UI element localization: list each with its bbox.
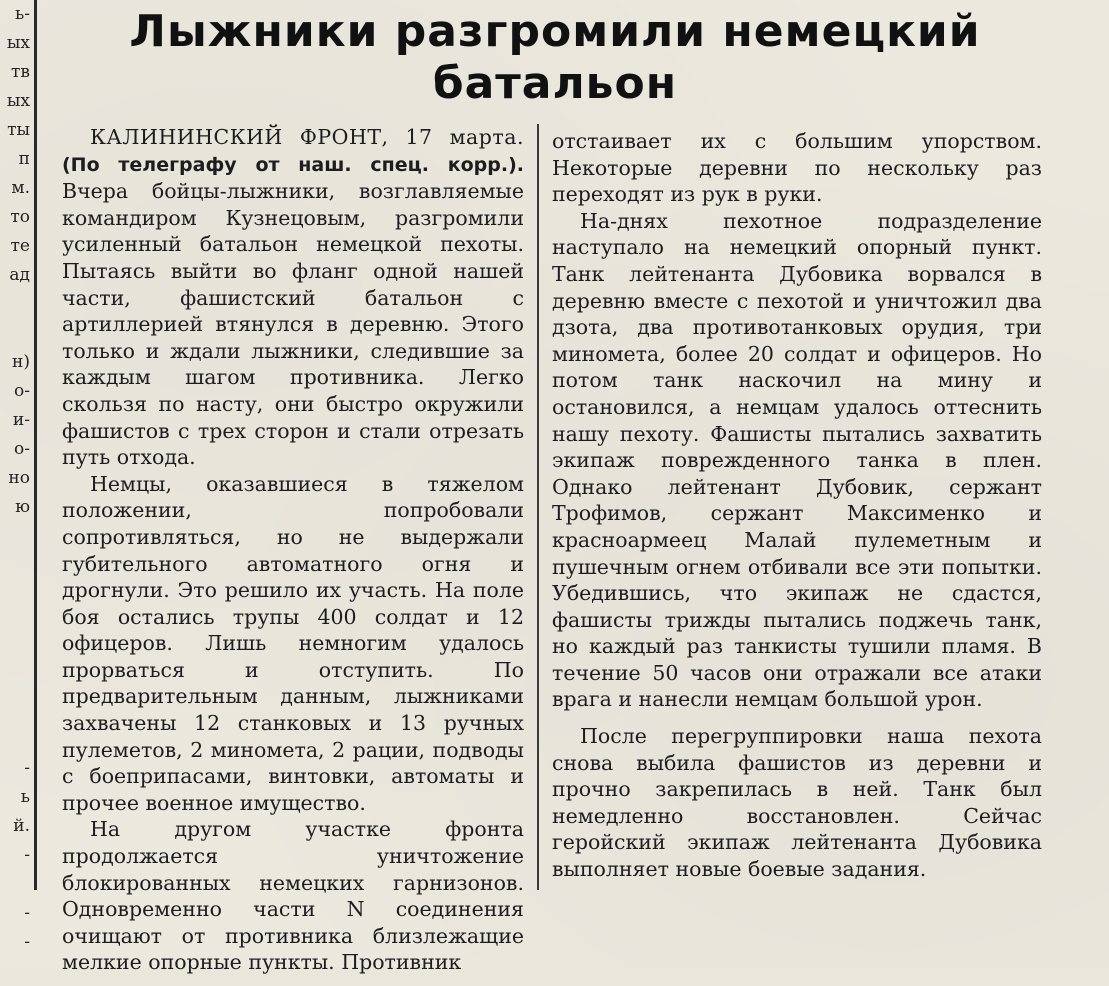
article-paragraph-2: Немцы, оказавшиеся в тяжелом положении, попробовали сопротивляться, но не выдержали губительного автоматного огня и дрогнули. Это решило их участь. На поле боя остались трупы 400 солдат и 12 офицеров. Лишь немногим удалось прорваться и отступить. По предварительным данным, лыжниками захвачены 12 станковых и 13 ручных пулеметов, 2 миномета, 2 рации, подводы с боеприпасами, винтовки, автоматы и прочее военное имущество. [62, 471, 524, 815]
fragment-line: - [24, 932, 30, 952]
fragment-line: и- [12, 410, 30, 430]
column-rule-center [537, 124, 539, 890]
article-paragraph-3: На другом участке фронта продолжается уничтожение блокированных немецких гарнизонов. Одновременно части N соединения очищают от противника близлежащие мелкие опорные пункты. Противник [62, 817, 524, 975]
adjacent-column-fragment [0, 0, 30, 952]
fragment-line: о- [14, 381, 30, 401]
fragment-line [0, 319, 30, 348]
fragment-line: ад [9, 265, 30, 285]
fragment-line: - [24, 758, 30, 778]
fragment-line: ты [7, 120, 30, 140]
source-credit: (По телеграфу от наш. спец. корр.). [62, 153, 524, 176]
fragment-line: ь- [15, 4, 30, 24]
article-paragraph-4: На-днях пехотное подразделение наступало на немецкий опорный пункт. Танк лейтенанта Дубовика ворвался в деревню вместе с пехотой и уничтожил два дзота, два противотанковых орудия, три миномета, более 20 солдат и офицеров. Но потом танк наскочил на мину и остановился, а немцам удалось оттеснить нашу пехоту. Фашисты пытались захватить экипаж поврежденного танка в плен. Однако лейтенант Дубовик, сержант Трофимов, сержант Максименко и красноармеец Малай пулеметным и пушечным огнем отбивали все эти попытки. Убедившись, что экипаж не сдастся, фашисты трижды пытались поджечь танк, но каждый раз танкисты тушили пламя. В течение 50 часов они отражали все атаки врага и нанесли немцам большой урон. [552, 208, 1042, 712]
fragment-line [0, 290, 30, 319]
fragment-line: - [24, 845, 30, 865]
article-paragraph-1 [62, 124, 524, 471]
headline [60, 6, 1050, 110]
column-rule-left [34, 0, 37, 890]
fragment-line [0, 957, 30, 986]
fragment-line: й. [13, 816, 30, 836]
dateline: КАЛИНИНСКИЙ ФРОНТ, 17 марта. [90, 125, 524, 149]
fragment-line: ь [20, 787, 30, 807]
fragment-line: ю [15, 497, 30, 517]
article-column-2 [552, 128, 1042, 883]
headline-line-2: батальон [432, 58, 678, 109]
article-paragraph-5: После перегруппировки наша пехота снова выбила фашистов из деревни и прочно закрепилась в ней. Танк был немедленно восстановлен. Сейчас геройский экипаж лейтенанта Дубовика выполняет новые боевые задания. [552, 724, 1042, 882]
fragment-line [0, 609, 30, 638]
fragment-line: ых [6, 91, 30, 111]
fragment-line: тв [11, 62, 30, 82]
fragment-line [0, 870, 30, 899]
fragment-line: п [18, 149, 30, 169]
fragment-line: - [24, 903, 30, 923]
fragment-line [0, 522, 30, 551]
fragment-line [0, 580, 30, 609]
fragment-line [0, 667, 30, 696]
article-paragraph-3-continued: отстаивает их с большим упорством. Некоторые деревни по нескольку раз переходят из рук в руки. [552, 129, 1042, 207]
paragraph-1-text: Вчера бойцы-лыжники, возглавляемые командиром Кузнецовым, разгромили усиленный батальон немецкой пехоты. Пытаясь выйти во фланг одной нашей части, фашистский батальон с артиллерией втянулся в деревню. Этого только и ждали лыжники, следившие за каждым шагом противника. Легко скользя по насту, они быстро окружили фашистов с трех сторон и стали отрезать путь отхода. [62, 179, 524, 470]
fragment-line: о- [14, 439, 30, 459]
article-column-1 [62, 124, 524, 976]
fragment-line: ых [6, 33, 30, 53]
fragment-line [0, 725, 30, 754]
fragment-line: но [8, 468, 30, 488]
fragment-line: то [10, 207, 30, 227]
fragment-line: н) [12, 352, 30, 372]
fragment-line [0, 551, 30, 580]
fragment-line: м. [11, 178, 30, 198]
headline-line-1: Лыжники разгромили немецкий [129, 6, 981, 57]
fragment-line [0, 638, 30, 667]
fragment-line [0, 696, 30, 725]
fragment-line: те [10, 236, 30, 256]
